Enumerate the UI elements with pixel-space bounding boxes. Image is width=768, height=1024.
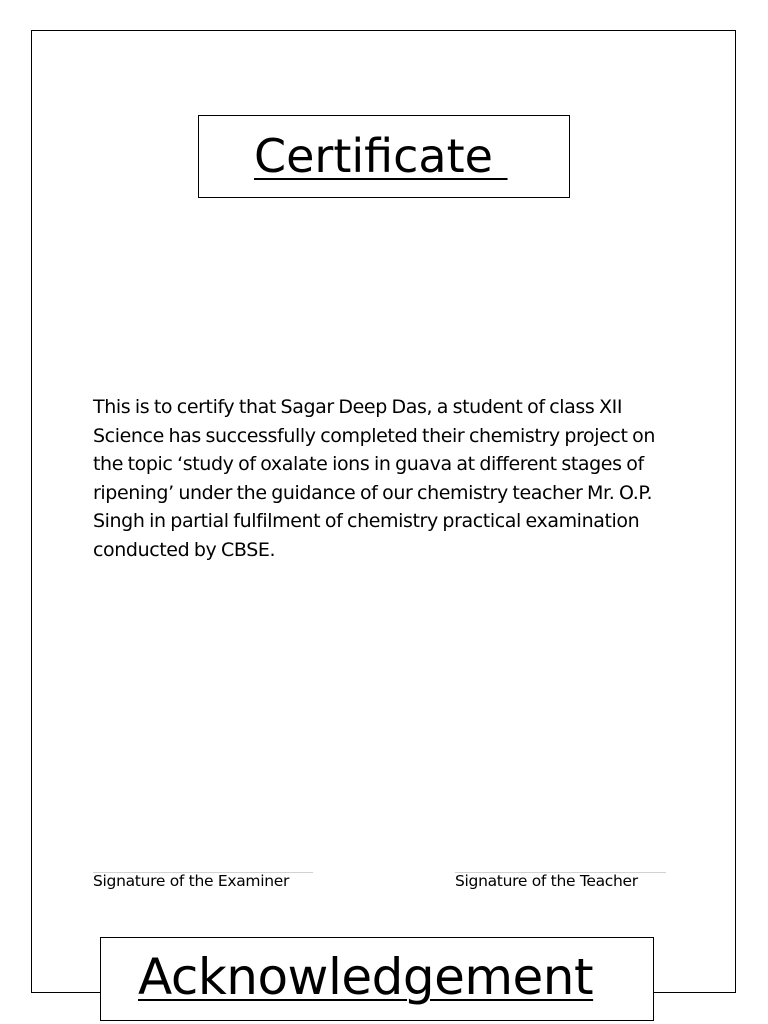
teacher-signature-label: Signature of the Teacher: [455, 872, 638, 890]
examiner-signature-label: Signature of the Examiner: [93, 872, 290, 890]
certificate-title: Certificate: [254, 129, 508, 183]
certificate-body-text: This is to certify that Sagar Deep Das, a student of class XII Science has successfully completed their chemistry project on the topic ‘study of oxalate ions in guava at different stages of ripening’ under the guidance of our chemistry teacher Mr. O.P. Singh in partial fulfilment of chemistry practical examination conducted by CBSE.: [93, 396, 656, 561]
acknowledgement-title: Acknowledgement: [138, 948, 594, 1006]
